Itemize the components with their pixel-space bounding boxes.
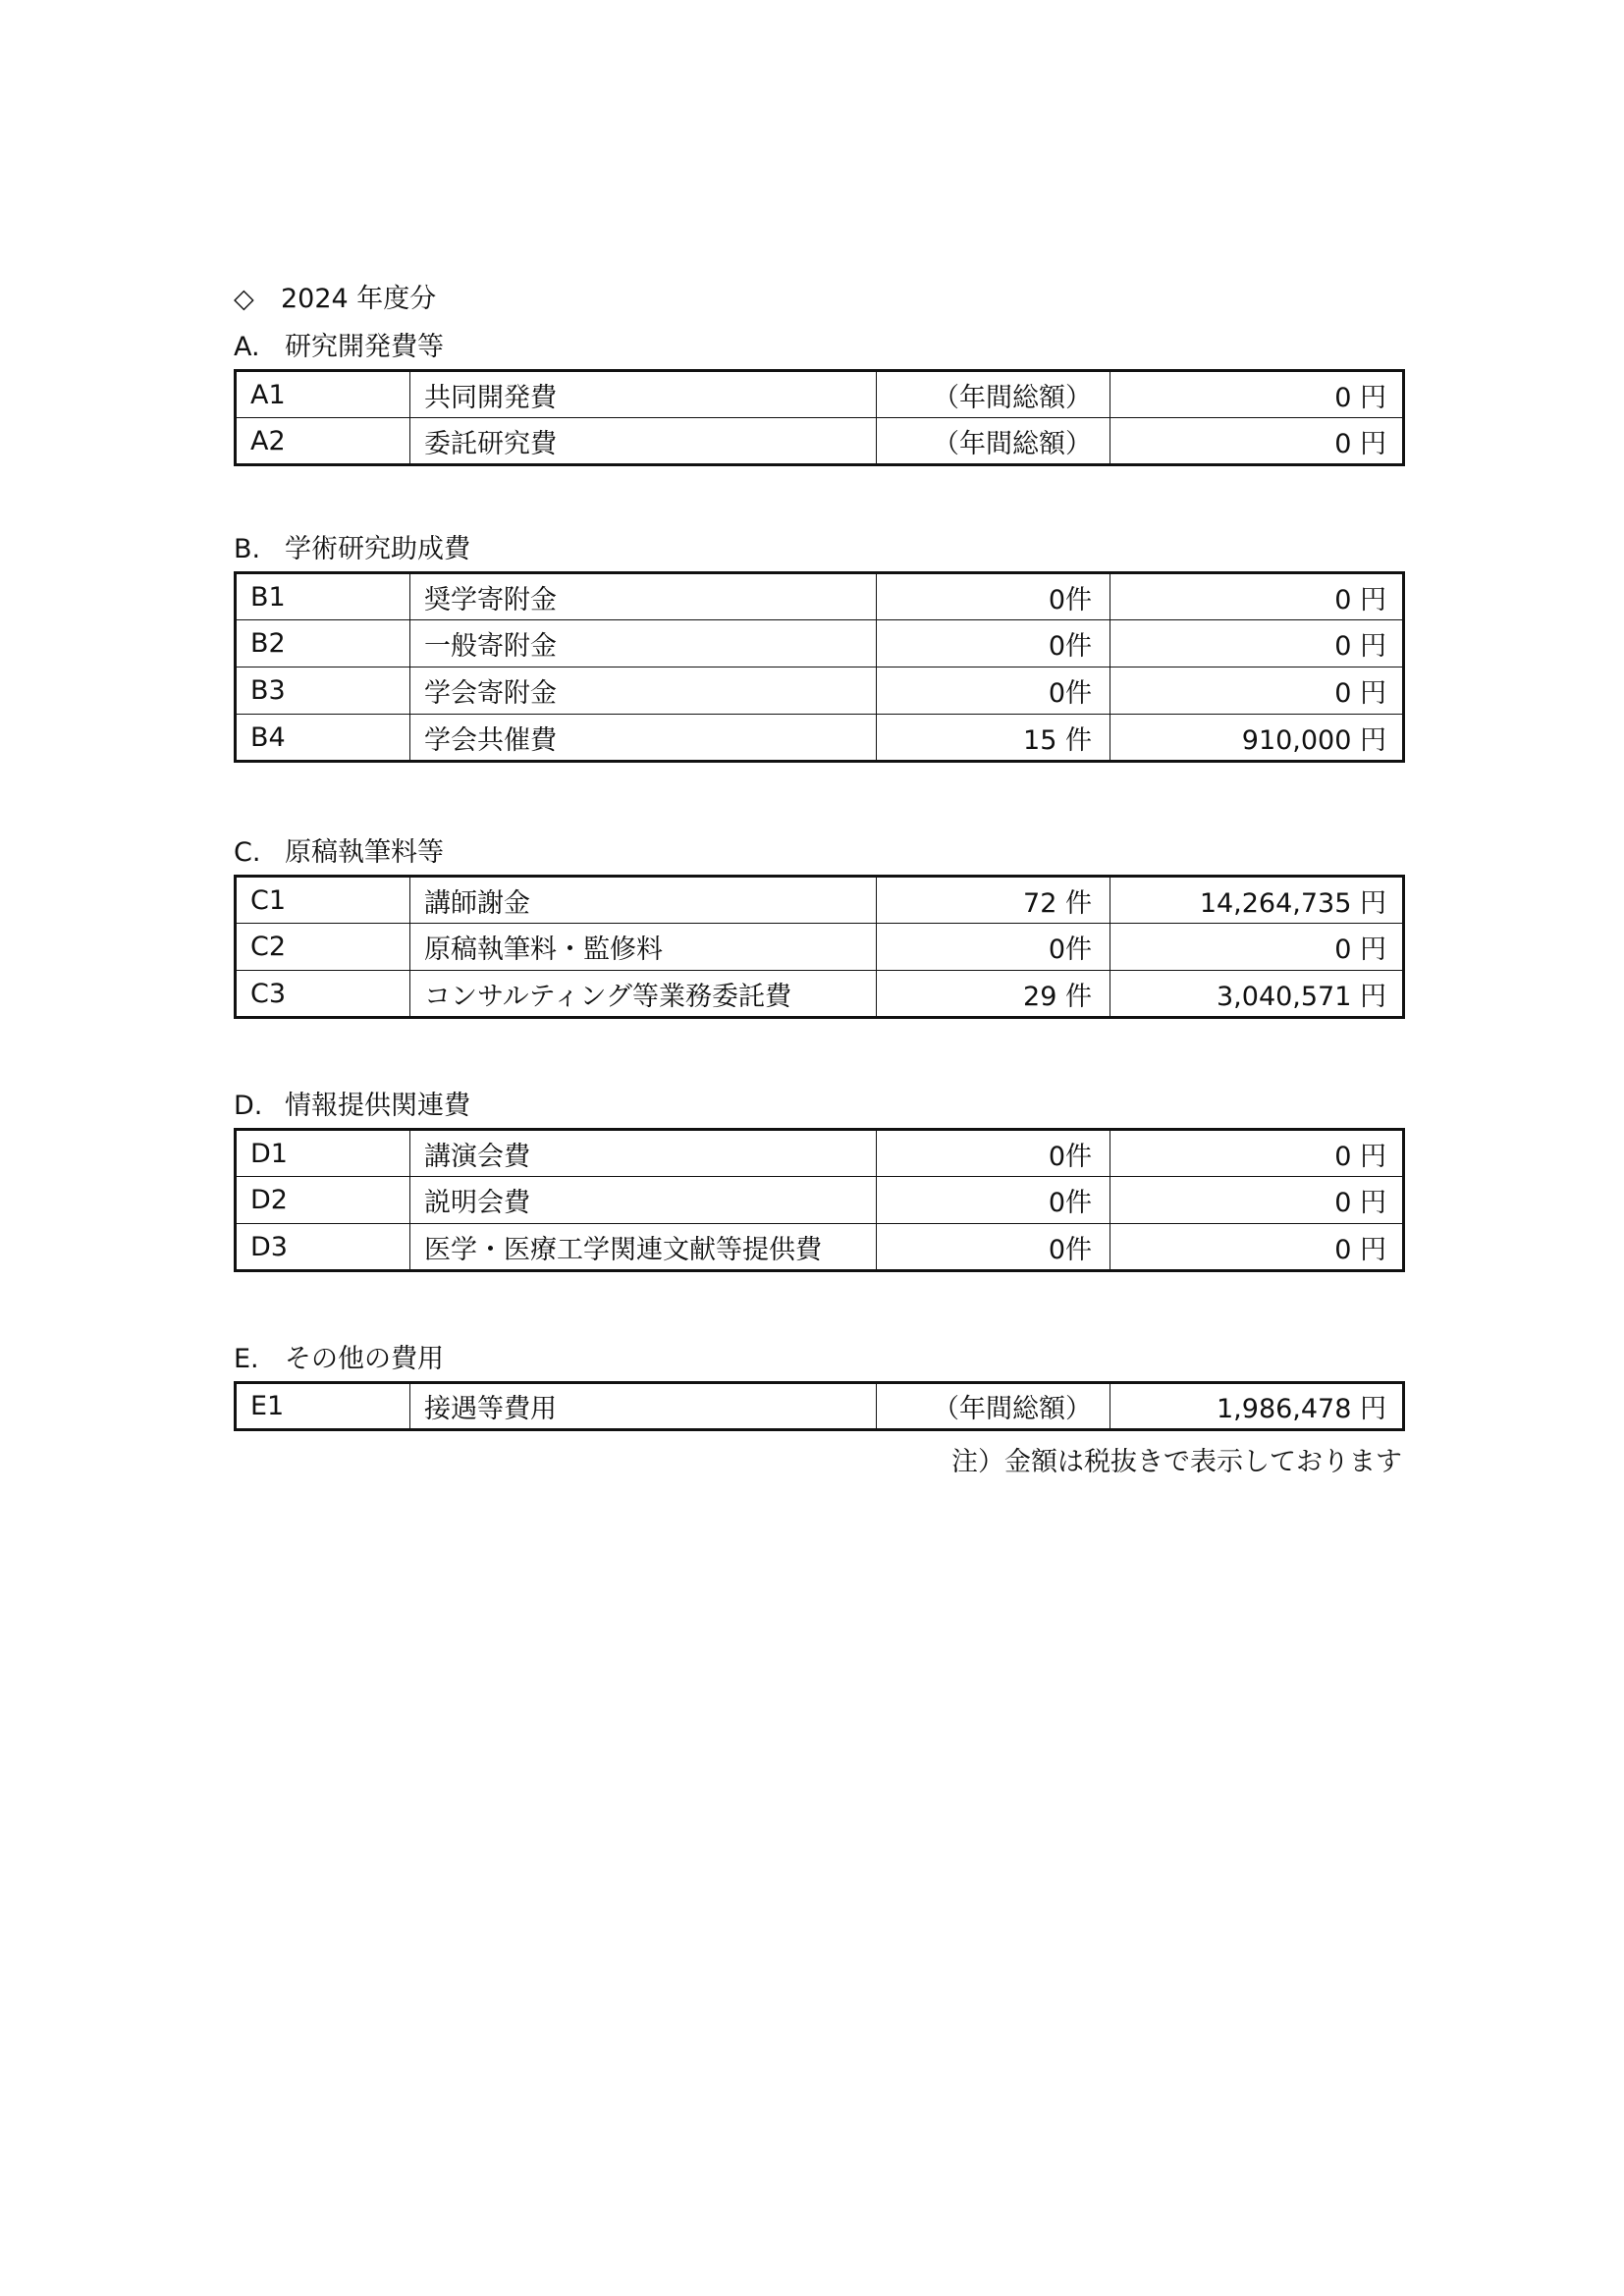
row-amount: 910,000 円 bbox=[1110, 715, 1404, 762]
section-title: 原稿執筆料等 bbox=[285, 837, 444, 868]
row-name: 学会共催費 bbox=[410, 715, 877, 762]
section-letter: A. bbox=[234, 332, 260, 362]
section-heading bbox=[234, 1087, 1402, 1128]
section-heading bbox=[234, 530, 1402, 571]
section-title: その他の費用 bbox=[285, 1344, 444, 1374]
row-amount: 0 円 bbox=[1110, 418, 1404, 465]
row-code: A2 bbox=[236, 418, 410, 465]
section-e bbox=[234, 1340, 1402, 1431]
table-row bbox=[236, 573, 1404, 620]
row-amount: 0 円 bbox=[1110, 1130, 1404, 1177]
row-count: 0件 bbox=[877, 1224, 1110, 1271]
row-code: E1 bbox=[236, 1383, 410, 1430]
tax-note: 注）金額は税抜きで表示しております bbox=[951, 1447, 1402, 1477]
row-count: 0件 bbox=[877, 573, 1110, 620]
row-count: （年間総額） bbox=[877, 371, 1110, 418]
row-code: D3 bbox=[236, 1224, 410, 1271]
table-row bbox=[236, 1130, 1404, 1177]
section-a bbox=[234, 328, 1402, 466]
row-amount: 14,264,735 円 bbox=[1110, 877, 1404, 924]
row-name: 奨学寄附金 bbox=[410, 573, 877, 620]
row-count: 72 件 bbox=[877, 877, 1110, 924]
row-name: 説明会費 bbox=[410, 1177, 877, 1224]
section-table bbox=[234, 1128, 1405, 1272]
section-table bbox=[234, 369, 1405, 466]
row-name: 接遇等費用 bbox=[410, 1383, 877, 1430]
section-title: 学術研究助成費 bbox=[285, 534, 470, 564]
row-count: 0件 bbox=[877, 1130, 1110, 1177]
table-row bbox=[236, 1383, 1404, 1430]
section-d bbox=[234, 1087, 1402, 1272]
table-row bbox=[236, 1177, 1404, 1224]
section-letter: E. bbox=[234, 1344, 259, 1374]
fiscal-year-label: 2024 年度分 bbox=[281, 284, 437, 314]
section-letter: C. bbox=[234, 837, 261, 868]
row-amount: 0 円 bbox=[1110, 371, 1404, 418]
row-code: B1 bbox=[236, 573, 410, 620]
row-count: 29 件 bbox=[877, 971, 1110, 1018]
row-code: B2 bbox=[236, 620, 410, 667]
section-table bbox=[234, 875, 1405, 1019]
row-amount: 0 円 bbox=[1110, 924, 1404, 971]
section-letter: D. bbox=[234, 1091, 263, 1121]
row-code: C1 bbox=[236, 877, 410, 924]
table-row bbox=[236, 418, 1404, 465]
row-amount: 3,040,571 円 bbox=[1110, 971, 1404, 1018]
row-name: 委託研究費 bbox=[410, 418, 877, 465]
section-letter: B. bbox=[234, 534, 261, 564]
section-heading bbox=[234, 833, 1402, 875]
row-code: C3 bbox=[236, 971, 410, 1018]
row-name: コンサルティング等業務委託費 bbox=[410, 971, 877, 1018]
table-row bbox=[236, 715, 1404, 762]
row-count: 0件 bbox=[877, 924, 1110, 971]
row-code: B4 bbox=[236, 715, 410, 762]
table-row bbox=[236, 924, 1404, 971]
section-table bbox=[234, 1381, 1405, 1431]
section-c bbox=[234, 833, 1402, 1019]
table-row bbox=[236, 620, 1404, 667]
row-code: D2 bbox=[236, 1177, 410, 1224]
table-row bbox=[236, 877, 1404, 924]
row-amount: 0 円 bbox=[1110, 667, 1404, 715]
table-row bbox=[236, 1224, 1404, 1271]
row-count: 15 件 bbox=[877, 715, 1110, 762]
row-name: 原稿執筆料・監修料 bbox=[410, 924, 877, 971]
row-code: C2 bbox=[236, 924, 410, 971]
row-amount: 1,986,478 円 bbox=[1110, 1383, 1404, 1430]
row-amount: 0 円 bbox=[1110, 620, 1404, 667]
section-heading bbox=[234, 328, 1402, 369]
row-name: 講師謝金 bbox=[410, 877, 877, 924]
section-heading bbox=[234, 1340, 1402, 1381]
row-count: 0件 bbox=[877, 620, 1110, 667]
page-title bbox=[234, 280, 436, 319]
row-count: （年間総額） bbox=[877, 1383, 1110, 1430]
row-count: 0件 bbox=[877, 667, 1110, 715]
row-code: A1 bbox=[236, 371, 410, 418]
row-name: 学会寄附金 bbox=[410, 667, 877, 715]
row-code: B3 bbox=[236, 667, 410, 715]
row-name: 医学・医療工学関連文献等提供費 bbox=[410, 1224, 877, 1271]
row-count: （年間総額） bbox=[877, 418, 1110, 465]
section-title: 情報提供関連費 bbox=[285, 1091, 470, 1121]
section-title: 研究開発費等 bbox=[285, 332, 444, 362]
section-table bbox=[234, 571, 1405, 763]
row-name: 講演会費 bbox=[410, 1130, 877, 1177]
diamond-icon: ◇ bbox=[234, 284, 254, 314]
row-name: 共同開発費 bbox=[410, 371, 877, 418]
table-row bbox=[236, 371, 1404, 418]
section-b bbox=[234, 530, 1402, 763]
row-amount: 0 円 bbox=[1110, 573, 1404, 620]
row-name: 一般寄附金 bbox=[410, 620, 877, 667]
row-count: 0件 bbox=[877, 1177, 1110, 1224]
row-code: D1 bbox=[236, 1130, 410, 1177]
table-row bbox=[236, 971, 1404, 1018]
table-row bbox=[236, 667, 1404, 715]
row-amount: 0 円 bbox=[1110, 1224, 1404, 1271]
row-amount: 0 円 bbox=[1110, 1177, 1404, 1224]
